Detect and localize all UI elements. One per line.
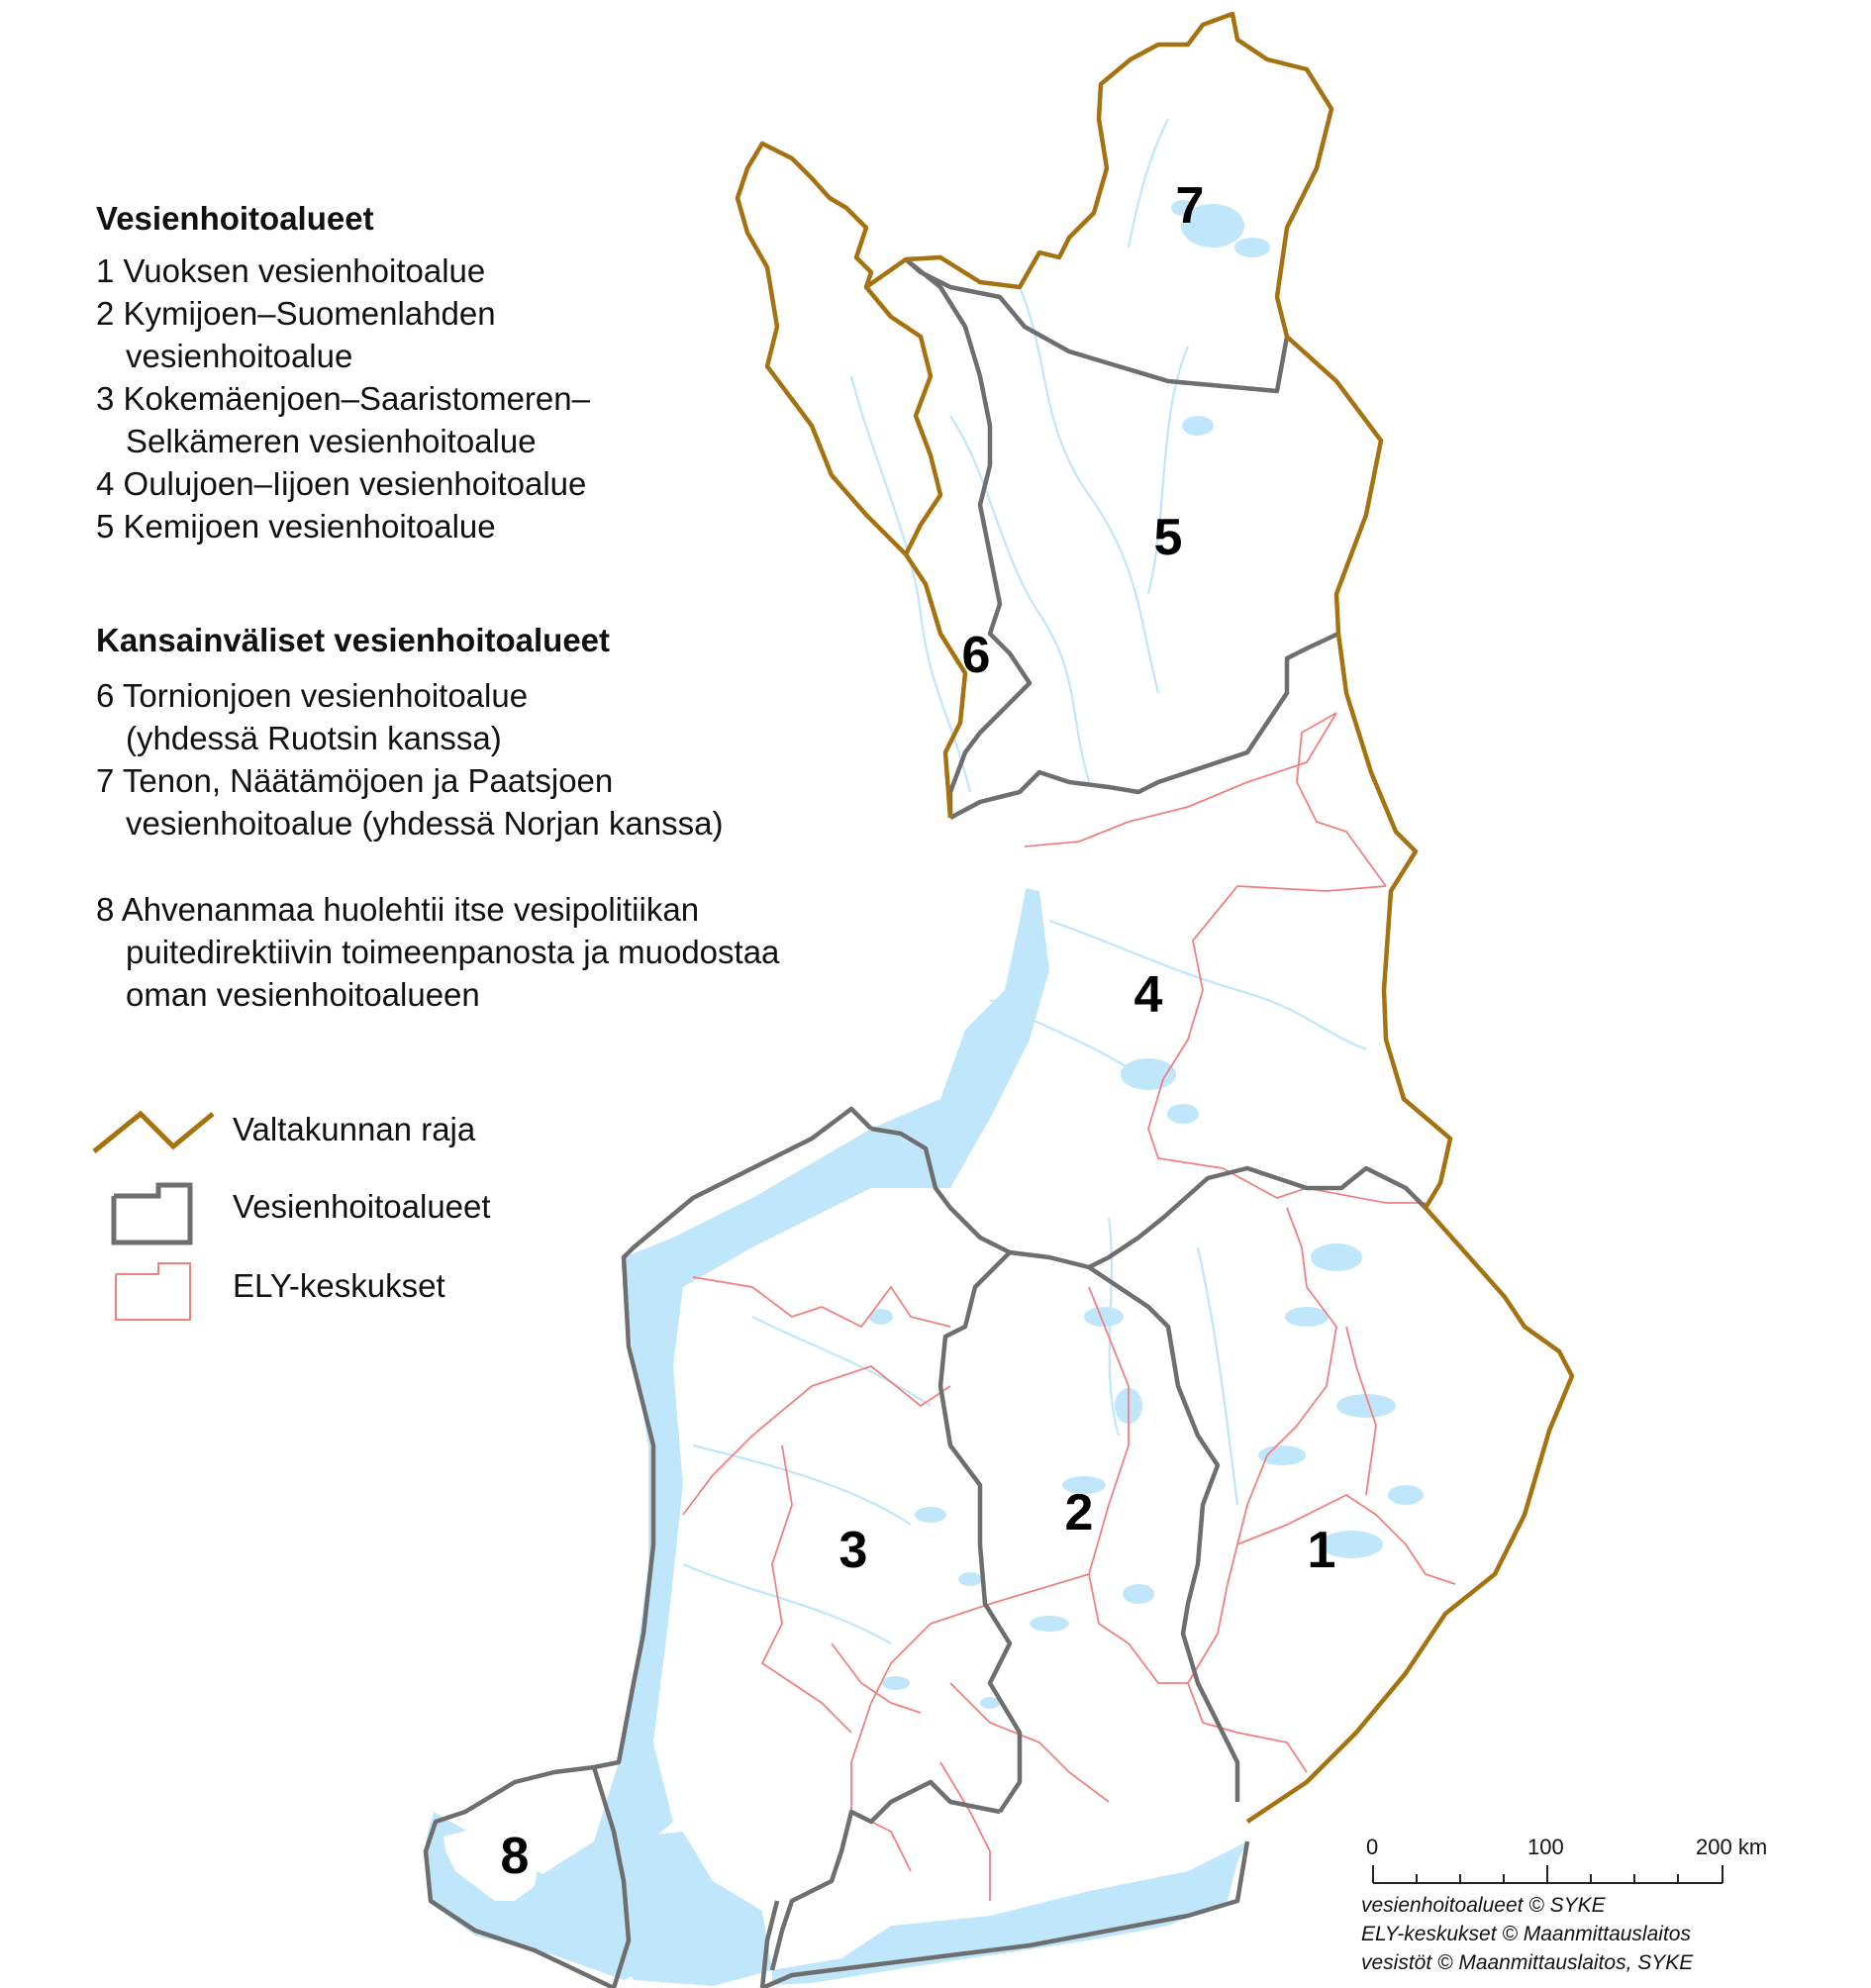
legend-item-7-cont: vesienhoitoalue (yhdessä Norjan kanssa) [126, 805, 724, 842]
legend-item-3: 3 Kokemäenjoen–Saaristomeren– [96, 380, 590, 417]
scale-bar [1373, 1865, 1723, 1883]
legend-item-6-cont: (yhdessä Ruotsin kanssa) [126, 720, 502, 756]
legend-note-line-2: puitedirektiivin toimeenpanosta ja muodostaa [126, 934, 780, 970]
lake [1123, 1584, 1154, 1604]
credit-line-2: ELY-keskukset © Maanmittauslaitos [1361, 1923, 1691, 1945]
credit-line-1: vesienhoitoalueet © SYKE [1361, 1894, 1606, 1917]
legend-item-4: 4 Oulujoen–Iijoen vesienhoitoalue [96, 465, 587, 502]
legend-label-ely: ELY-keskukset [233, 1267, 445, 1304]
legend-heading-international: Kansainväliset vesienhoitoalueet [96, 622, 611, 658]
region-label-5: 5 [1153, 509, 1183, 566]
lake [915, 1507, 946, 1523]
legend-item-3-cont: Selkämeren vesienhoitoalue [126, 423, 537, 459]
legend-national-list [96, 249, 590, 547]
legend-label-border: Valtakunnan raja [233, 1111, 476, 1147]
map-credits [1361, 1891, 1693, 1977]
region-label-4: 4 [1133, 966, 1163, 1024]
ely-symbol-icon [116, 1263, 190, 1320]
legend-item-2-cont: vesienhoitoalue [126, 338, 353, 374]
district-symbol-icon [114, 1185, 190, 1242]
legend-note-line-3: oman vesienhoitoalueen [126, 976, 480, 1013]
lake [1311, 1243, 1362, 1271]
legend-item-6: 6 Tornionjoen vesienhoitoalue [96, 677, 529, 714]
lake [1388, 1485, 1424, 1505]
legend-item-2: 2 Kymijoen–Suomenlahden [96, 295, 496, 332]
credit-line-3: vesistöt © Maanmittauslaitos, SYKE [1361, 1951, 1694, 1974]
lake [1121, 1058, 1176, 1090]
lake [958, 1572, 982, 1586]
region-label-1: 1 [1307, 1522, 1336, 1579]
lake [1285, 1307, 1329, 1327]
region-label-2: 2 [1064, 1484, 1094, 1541]
lake [1234, 238, 1270, 257]
legend-item-1: 1 Vuoksen vesienhoitoalue [96, 252, 486, 289]
legend-note-aland [96, 888, 779, 1016]
legend-note-line-1: 8 Ahvenanmaa huolehtii itse vesipolitiikan [96, 891, 700, 928]
lake [1167, 1104, 1199, 1124]
border-symbol-icon [94, 1114, 213, 1151]
legend-international-list [96, 674, 724, 845]
region-label-8: 8 [500, 1828, 530, 1885]
lake [1030, 1616, 1069, 1632]
legend-item-7: 7 Tenon, Näätämöjoen ja Paatsjoen [96, 762, 614, 799]
region-label-6: 6 [961, 627, 991, 684]
legend-label-districts: Vesienhoitoalueet [233, 1188, 491, 1225]
region-label-7: 7 [1175, 177, 1205, 235]
lake [1258, 1445, 1306, 1465]
region-label-3: 3 [838, 1522, 868, 1579]
scale-label-mid: 100 [1527, 1835, 1564, 1859]
scale-label-max: 200 km [1696, 1835, 1768, 1859]
scale-label-zero: 0 [1366, 1835, 1379, 1859]
legend-symbols [94, 1114, 213, 1320]
lake [1182, 416, 1214, 436]
lake [882, 1676, 910, 1690]
legend-heading-national: Vesienhoitoalueet [96, 200, 374, 237]
finland-mainland [653, 14, 1572, 1970]
legend-item-5: 5 Kemijoen vesienhoitoalue [96, 508, 496, 545]
